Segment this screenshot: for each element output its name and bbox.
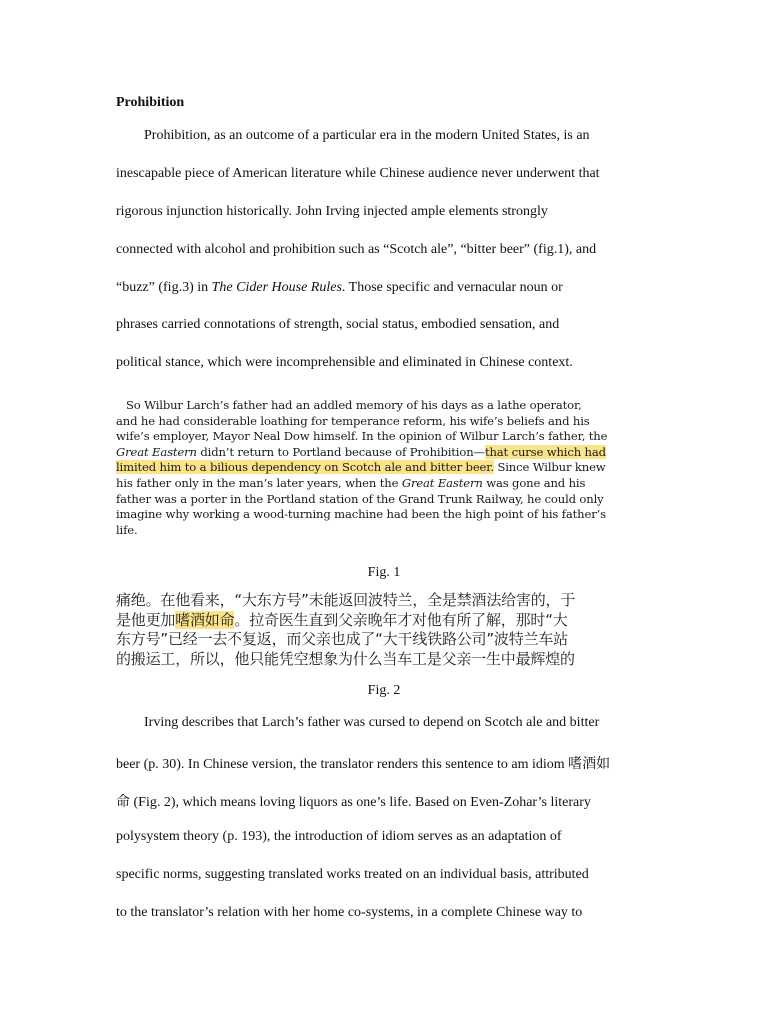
text-span: his father only in the man’s later years, when the: [116, 475, 402, 490]
figure-1-excerpt: [116, 398, 646, 544]
excerpt-line: 的搬运工，所以，他只能凭空想象为什么当车工是父亲一生中最辉煌的: [116, 649, 575, 668]
section-heading: Prohibition: [116, 95, 185, 110]
highlighted-text: 嗜酒如命: [175, 610, 235, 629]
book-title: The Cider House Rules: [211, 280, 342, 295]
paragraph-line: rigorous injunction historically. John Irving injected ample elements strongly: [116, 204, 548, 219]
text-span: didn’t return to Portland because of Prohibition—: [196, 444, 485, 459]
excerpt-line: 痛绝。在他看来，“大东方号”未能返回波特兰，全是禁酒法给害的，于: [116, 591, 576, 609]
excerpt-line: [116, 476, 646, 492]
paragraph-line: specific norms, suggesting translated works treated on an individual basis, attributed: [116, 867, 589, 882]
text-span: . Those specific and vernacular noun or: [341, 280, 563, 295]
paragraph-line: [116, 280, 563, 296]
paragraph-line: Prohibition, as an outcome of a particular era in the modern United States, is an: [144, 128, 590, 143]
paragraph-line: polysystem theory (p. 193), the introduction of idiom serves as an adaptation of: [116, 829, 562, 844]
excerpt-line: life.: [116, 522, 138, 537]
excerpt-line: So Wilbur Larch’s father had an addled memory of his days as a lathe operator,: [126, 398, 582, 412]
excerpt-line: wife’s employer, Mayor Neal Dow himself. In the opinion of Wilbur Larch’s father, the: [116, 429, 608, 444]
text-span: 。拉奇医生直到父亲晚年才对他有所了解，那时“大: [234, 610, 568, 629]
paragraph-line: phrases carried connotations of strength, social status, embodied sensation, and: [116, 317, 560, 332]
excerpt-line: [116, 445, 646, 461]
text-span: 是他更加: [116, 610, 176, 629]
paragraph-line: political stance, which were incomprehensible and eliminated in Chinese context.: [116, 355, 573, 370]
paragraph-line: to the translator’s relation with her home co-systems, in a complete Chinese way to: [116, 905, 583, 920]
paragraph-line: Irving describes that Larch’s father was cursed to depend on Scotch ale and bitter: [144, 715, 600, 730]
excerpt-line: imagine why working a wood-turning machine had been the high point of his father’s: [116, 507, 606, 522]
highlighted-text: limited him to a bilious dependency on Scotch ale and bitter beer.: [116, 460, 494, 475]
excerpt-line: [116, 460, 646, 476]
paragraph-line: connected with alcohol and prohibition such as “Scotch ale”, “bitter beer” (fig.1), and: [116, 242, 597, 257]
text-span: Since Wilbur knew: [493, 460, 606, 475]
figure-2-caption: Fig. 2: [367, 683, 401, 698]
paragraph-line: inescapable piece of American literature while Chinese audience never underwent that: [116, 166, 600, 181]
ship-name: Great Eastern: [401, 475, 483, 490]
text-span: was gone and his: [482, 475, 586, 490]
ship-name: Great Eastern: [116, 444, 197, 459]
figure-2-excerpt: [116, 591, 646, 669]
excerpt-line: 东方号”已经一去不复返，而父亲也成了“大干线铁路公司”波特兰车站: [116, 630, 568, 648]
highlighted-text: that curse which had: [484, 444, 606, 459]
excerpt-line: father was a porter in the Portland station of the Grand Trunk Railway, he could only: [116, 491, 604, 506]
excerpt-line: and he had considerable loathing for temperance reform, his wife’s beliefs and his: [116, 413, 590, 428]
figure-1-caption: Fig. 1: [367, 565, 401, 580]
text-span: “buzz” (fig.3) in: [116, 280, 212, 295]
paragraph-line: beer (p. 30). In Chinese version, the translator renders this sentence to am idiom 嗜酒如: [116, 757, 611, 772]
excerpt-line: [116, 611, 646, 631]
paragraph-line: 命 (Fig. 2), which means loving liquors as one’s life. Based on Even-Zohar’s literary: [116, 795, 591, 810]
